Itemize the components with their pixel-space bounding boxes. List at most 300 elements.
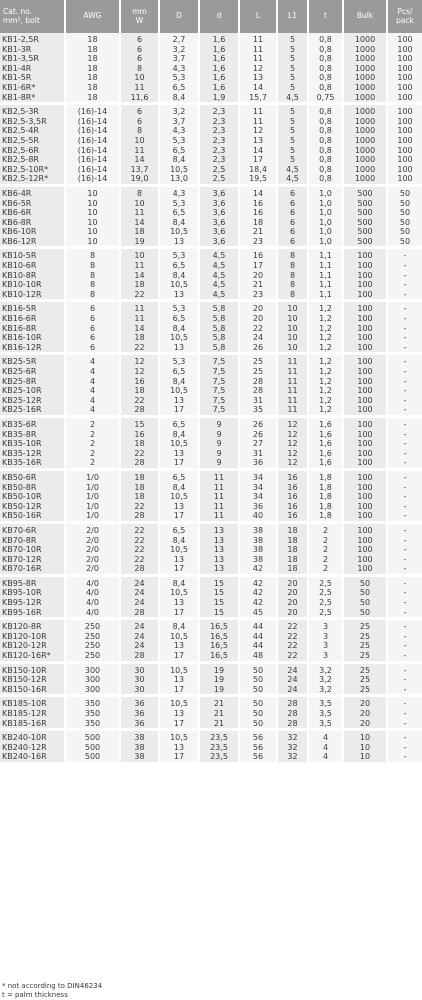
- value-cell: 6: [278, 208, 309, 218]
- value-cell: 16,5: [200, 620, 240, 632]
- value-cell: 10: [121, 199, 160, 209]
- value-cell: 100: [344, 290, 388, 300]
- value-cell: -: [388, 290, 422, 300]
- value-cell: 1,1: [309, 249, 344, 261]
- cat-no-cell: KB95-16R: [0, 608, 66, 618]
- value-cell: 18: [278, 564, 309, 574]
- value-cell: 20: [240, 314, 278, 324]
- value-cell: 16,5: [200, 651, 240, 661]
- value-cell: 14: [121, 271, 160, 281]
- value-cell: 42: [240, 598, 278, 608]
- table-row: [0, 136, 422, 146]
- value-cell: 50: [388, 208, 422, 218]
- value-cell: 19,0: [121, 174, 160, 184]
- table-row: [0, 199, 422, 209]
- value-cell: 25: [344, 664, 388, 676]
- value-cell: 20: [344, 709, 388, 719]
- value-cell: 100: [388, 54, 422, 64]
- cat-no-cell: KB16-12R: [0, 343, 66, 353]
- value-cell: 300: [66, 675, 121, 685]
- value-cell: 100: [344, 502, 388, 512]
- value-cell: 20: [240, 271, 278, 281]
- cat-no-cell: KB1-3R: [0, 45, 66, 55]
- value-cell: 100: [344, 343, 388, 353]
- value-cell: 22: [121, 343, 160, 353]
- value-cell: 100: [344, 367, 388, 377]
- value-cell: 5: [278, 73, 309, 83]
- table-row: [0, 386, 422, 396]
- value-cell: 17: [240, 261, 278, 271]
- value-cell: 1,2: [309, 367, 344, 377]
- table-row: [0, 333, 422, 343]
- value-cell: 1000: [344, 165, 388, 175]
- value-cell: -: [388, 555, 422, 565]
- header-bulk: Bulk: [344, 0, 388, 33]
- value-cell: 5,8: [200, 343, 240, 353]
- value-cell: 3,7: [160, 54, 200, 64]
- value-cell: 6: [66, 302, 121, 314]
- value-cell: 3,6: [200, 187, 240, 199]
- cat-no-cell: KB185-10R: [0, 697, 66, 709]
- cat-no-cell: KB120-16R*: [0, 651, 66, 661]
- cat-no-cell: KB1-4R: [0, 64, 66, 74]
- value-cell: 1000: [344, 136, 388, 146]
- cat-no-cell: KB2,5-8R: [0, 155, 66, 165]
- value-cell: 1,0: [309, 199, 344, 209]
- value-cell: 8: [66, 261, 121, 271]
- value-cell: 10,5: [160, 492, 200, 502]
- value-cell: -: [388, 598, 422, 608]
- cat-no-cell: KB185-12R: [0, 709, 66, 719]
- value-cell: 10: [121, 136, 160, 146]
- cat-no-cell: KB35-10R: [0, 439, 66, 449]
- value-cell: 18: [121, 386, 160, 396]
- value-cell: 28: [121, 651, 160, 661]
- value-cell: 1,1: [309, 271, 344, 281]
- value-cell: 11: [278, 405, 309, 415]
- cat-no-cell: KB2,5-4R: [0, 126, 66, 136]
- value-cell: 13: [240, 73, 278, 83]
- value-cell: 24: [121, 598, 160, 608]
- table-row: [0, 314, 422, 324]
- value-cell: -: [388, 396, 422, 406]
- value-cell: 500: [344, 199, 388, 209]
- value-cell: 18: [121, 333, 160, 343]
- value-cell: (16)-14: [66, 146, 121, 156]
- value-cell: (16)-14: [66, 117, 121, 127]
- value-cell: 22: [121, 536, 160, 546]
- table-row: [0, 598, 422, 608]
- value-cell: 2: [66, 430, 121, 440]
- value-cell: 11: [121, 261, 160, 271]
- value-cell: 6,5: [160, 471, 200, 483]
- header-pcs-pack: Pcs/ pack: [388, 0, 422, 33]
- value-cell: 100: [388, 146, 422, 156]
- value-cell: 22: [278, 651, 309, 661]
- value-cell: 1,2: [309, 377, 344, 387]
- table-row: [0, 675, 422, 685]
- value-cell: 2,5: [200, 165, 240, 175]
- value-cell: 22: [278, 620, 309, 632]
- value-cell: 500: [66, 752, 121, 762]
- value-cell: 25: [344, 641, 388, 651]
- value-cell: 13: [160, 396, 200, 406]
- value-cell: 11: [278, 367, 309, 377]
- table-row: [0, 492, 422, 502]
- value-cell: 3: [309, 632, 344, 642]
- cat-no-cell: KB50-16R: [0, 511, 66, 521]
- value-cell: 100: [344, 430, 388, 440]
- value-cell: 11: [278, 396, 309, 406]
- value-cell: 4: [66, 355, 121, 367]
- value-cell: 5: [278, 54, 309, 64]
- value-cell: 8,4: [160, 430, 200, 440]
- cat-no-cell: KB50-12R: [0, 502, 66, 512]
- table-row: [0, 502, 422, 512]
- value-cell: 10,5: [160, 439, 200, 449]
- value-cell: 18: [278, 555, 309, 565]
- value-cell: 3,2: [160, 105, 200, 117]
- value-cell: 12: [121, 355, 160, 367]
- footnote-din: * not according to DIN46234: [2, 982, 103, 990]
- value-cell: 2,5: [309, 608, 344, 618]
- value-cell: 5,3: [160, 302, 200, 314]
- table-row: [0, 54, 422, 64]
- value-cell: 3,5: [309, 697, 344, 709]
- value-cell: 0,8: [309, 136, 344, 146]
- value-cell: 24: [240, 333, 278, 343]
- value-cell: 100: [344, 439, 388, 449]
- value-cell: 10,5: [160, 632, 200, 642]
- value-cell: 0,8: [309, 165, 344, 175]
- value-cell: 1,8: [309, 483, 344, 493]
- value-cell: 56: [240, 752, 278, 762]
- value-cell: 27: [240, 439, 278, 449]
- value-cell: -: [388, 719, 422, 729]
- value-cell: 25: [240, 355, 278, 367]
- value-cell: 10: [66, 187, 121, 199]
- value-cell: 18: [66, 93, 121, 103]
- value-cell: 11: [121, 314, 160, 324]
- value-cell: 7,5: [200, 355, 240, 367]
- value-cell: 5: [278, 146, 309, 156]
- value-cell: 1/0: [66, 511, 121, 521]
- value-cell: 250: [66, 632, 121, 642]
- value-cell: 1,2: [309, 355, 344, 367]
- value-cell: 20: [240, 302, 278, 314]
- value-cell: 100: [388, 93, 422, 103]
- value-cell: -: [388, 418, 422, 430]
- value-cell: 6: [121, 45, 160, 55]
- table-row: [0, 396, 422, 406]
- value-cell: 6: [278, 187, 309, 199]
- header-length: L: [240, 0, 278, 33]
- value-cell: 10: [344, 743, 388, 753]
- value-cell: 16: [240, 249, 278, 261]
- value-cell: -: [388, 343, 422, 353]
- value-cell: 100: [344, 333, 388, 343]
- value-cell: 2/0: [66, 545, 121, 555]
- table-row: [0, 64, 422, 74]
- value-cell: 1/0: [66, 483, 121, 493]
- value-cell: 2: [66, 439, 121, 449]
- value-cell: 18: [66, 83, 121, 93]
- value-cell: 38: [240, 536, 278, 546]
- header-cat-no: Cat. no. mm², bolt: [0, 0, 66, 33]
- cat-no-cell: KB10-6R: [0, 261, 66, 271]
- value-cell: 1,6: [200, 45, 240, 55]
- value-cell: 2: [66, 418, 121, 430]
- value-cell: 2/0: [66, 564, 121, 574]
- value-cell: 250: [66, 641, 121, 651]
- value-cell: 13: [160, 237, 200, 247]
- value-cell: 12: [278, 430, 309, 440]
- value-cell: -: [388, 588, 422, 598]
- value-cell: 26: [240, 430, 278, 440]
- table-header-row: [0, 0, 422, 33]
- value-cell: 14: [121, 155, 160, 165]
- table-row: [0, 588, 422, 598]
- cat-no-cell: KB50-6R: [0, 471, 66, 483]
- value-cell: 10: [278, 302, 309, 314]
- value-cell: 4/0: [66, 588, 121, 598]
- value-cell: 13: [160, 743, 200, 753]
- value-cell: 350: [66, 697, 121, 709]
- value-cell: (16)-14: [66, 165, 121, 175]
- table-row: [0, 93, 422, 103]
- value-cell: 10: [278, 314, 309, 324]
- value-cell: 1000: [344, 54, 388, 64]
- value-cell: 10: [66, 208, 121, 218]
- table-row: [0, 83, 422, 93]
- value-cell: 9: [200, 449, 240, 459]
- cat-no-cell: KB35-8R: [0, 430, 66, 440]
- cat-no-cell: KB185-16R: [0, 719, 66, 729]
- value-cell: 34: [240, 471, 278, 483]
- value-cell: 2,3: [200, 146, 240, 156]
- value-cell: 3: [309, 620, 344, 632]
- value-cell: 17: [160, 752, 200, 762]
- value-cell: 8: [66, 290, 121, 300]
- value-cell: 6: [66, 314, 121, 324]
- cat-no-cell: KB10-5R: [0, 249, 66, 261]
- value-cell: 16,5: [200, 632, 240, 642]
- value-cell: 1,6: [200, 73, 240, 83]
- value-cell: 23,5: [200, 752, 240, 762]
- value-cell: 100: [344, 418, 388, 430]
- cat-no-cell: KB95-10R: [0, 588, 66, 598]
- value-cell: 10,5: [160, 697, 200, 709]
- table-row: [0, 73, 422, 83]
- value-cell: 4,3: [160, 64, 200, 74]
- value-cell: 10,5: [160, 227, 200, 237]
- value-cell: -: [388, 752, 422, 762]
- value-cell: 16: [278, 483, 309, 493]
- value-cell: 12: [240, 126, 278, 136]
- cat-no-cell: KB16-6R: [0, 314, 66, 324]
- value-cell: -: [388, 697, 422, 709]
- value-cell: 11: [240, 54, 278, 64]
- cat-no-cell: KB120-12R: [0, 641, 66, 651]
- value-cell: 0,8: [309, 146, 344, 156]
- value-cell: 50: [388, 237, 422, 247]
- value-cell: 100: [344, 302, 388, 314]
- value-cell: 0,8: [309, 54, 344, 64]
- value-cell: 20: [278, 608, 309, 618]
- value-cell: -: [388, 355, 422, 367]
- value-cell: 44: [240, 620, 278, 632]
- footnotes: [2, 982, 102, 999]
- table-row: [0, 343, 422, 353]
- value-cell: 1,6: [200, 33, 240, 45]
- cat-no-cell: KB2,5-3,5R: [0, 117, 66, 127]
- value-cell: 100: [388, 83, 422, 93]
- value-cell: 17: [160, 458, 200, 468]
- value-cell: 5,3: [160, 73, 200, 83]
- table-row: [0, 261, 422, 271]
- value-cell: 16: [121, 430, 160, 440]
- value-cell: 13: [200, 545, 240, 555]
- value-cell: 21: [200, 709, 240, 719]
- value-cell: -: [388, 458, 422, 468]
- value-cell: 21: [200, 697, 240, 709]
- table-row: [0, 439, 422, 449]
- value-cell: 36: [121, 709, 160, 719]
- value-cell: -: [388, 651, 422, 661]
- value-cell: 350: [66, 719, 121, 729]
- value-cell: 8: [278, 261, 309, 271]
- value-cell: 1/0: [66, 492, 121, 502]
- value-cell: 1000: [344, 64, 388, 74]
- value-cell: 15: [200, 608, 240, 618]
- value-cell: 100: [388, 165, 422, 175]
- value-cell: 100: [344, 355, 388, 367]
- value-cell: 8: [66, 271, 121, 281]
- value-cell: 100: [388, 33, 422, 45]
- value-cell: 3,2: [309, 675, 344, 685]
- value-cell: 6,5: [160, 208, 200, 218]
- value-cell: -: [388, 536, 422, 546]
- value-cell: 100: [344, 458, 388, 468]
- value-cell: 36: [240, 458, 278, 468]
- value-cell: 500: [344, 187, 388, 199]
- value-cell: 21: [240, 227, 278, 237]
- value-cell: 1000: [344, 45, 388, 55]
- value-cell: 18: [121, 280, 160, 290]
- value-cell: 22: [121, 524, 160, 536]
- value-cell: 50: [388, 227, 422, 237]
- value-cell: 2,3: [200, 117, 240, 127]
- cat-no-cell: KB2,5-6R: [0, 146, 66, 156]
- value-cell: 9: [200, 418, 240, 430]
- value-cell: 6,5: [160, 524, 200, 536]
- cat-no-cell: KB35-6R: [0, 418, 66, 430]
- value-cell: -: [388, 471, 422, 483]
- value-cell: 100: [344, 511, 388, 521]
- value-cell: 6: [278, 199, 309, 209]
- value-cell: (16)-14: [66, 126, 121, 136]
- value-cell: 50: [388, 218, 422, 228]
- value-cell: 3,7: [160, 117, 200, 127]
- value-cell: 24: [121, 641, 160, 651]
- value-cell: 1,0: [309, 227, 344, 237]
- value-cell: 1/0: [66, 502, 121, 512]
- value-cell: 25: [344, 632, 388, 642]
- value-cell: 9: [200, 430, 240, 440]
- value-cell: 13: [160, 675, 200, 685]
- value-cell: 1,6: [309, 449, 344, 459]
- value-cell: 18: [121, 483, 160, 493]
- value-cell: 7,5: [200, 396, 240, 406]
- value-cell: 25: [344, 675, 388, 685]
- value-cell: 8: [66, 280, 121, 290]
- value-cell: 50: [240, 709, 278, 719]
- value-cell: 1,8: [309, 471, 344, 483]
- value-cell: 100: [344, 536, 388, 546]
- value-cell: 100: [344, 405, 388, 415]
- value-cell: 100: [388, 117, 422, 127]
- value-cell: 10,5: [160, 165, 200, 175]
- value-cell: 25: [344, 685, 388, 695]
- value-cell: 19: [200, 685, 240, 695]
- value-cell: 22: [121, 396, 160, 406]
- value-cell: 6: [121, 117, 160, 127]
- value-cell: 11: [278, 386, 309, 396]
- value-cell: 13: [160, 641, 200, 651]
- value-cell: 28: [240, 386, 278, 396]
- value-cell: 5: [278, 117, 309, 127]
- value-cell: -: [388, 608, 422, 618]
- value-cell: -: [388, 449, 422, 459]
- cat-no-cell: KB70-8R: [0, 536, 66, 546]
- cat-no-cell: KB25-8R: [0, 377, 66, 387]
- cat-no-cell: KB25-5R: [0, 355, 66, 367]
- value-cell: 100: [344, 396, 388, 406]
- value-cell: 42: [240, 577, 278, 589]
- value-cell: 25: [344, 620, 388, 632]
- value-cell: 2,3: [200, 155, 240, 165]
- value-cell: 2/0: [66, 524, 121, 536]
- table-row: [0, 377, 422, 387]
- value-cell: 14: [240, 187, 278, 199]
- value-cell: 1,1: [309, 290, 344, 300]
- value-cell: 1000: [344, 93, 388, 103]
- value-cell: 4,5: [200, 261, 240, 271]
- value-cell: 18: [121, 439, 160, 449]
- value-cell: 5,8: [200, 302, 240, 314]
- value-cell: -: [388, 641, 422, 651]
- table-row: [0, 280, 422, 290]
- value-cell: -: [388, 545, 422, 555]
- value-cell: 8: [121, 126, 160, 136]
- value-cell: 1,2: [309, 405, 344, 415]
- value-cell: 6: [121, 54, 160, 64]
- value-cell: 100: [344, 314, 388, 324]
- value-cell: 1,1: [309, 261, 344, 271]
- value-cell: -: [388, 261, 422, 271]
- value-cell: 40: [240, 511, 278, 521]
- value-cell: -: [388, 731, 422, 743]
- value-cell: 14: [240, 146, 278, 156]
- value-cell: 19: [200, 664, 240, 676]
- value-cell: 100: [344, 471, 388, 483]
- value-cell: 7,5: [200, 377, 240, 387]
- value-cell: 1/0: [66, 471, 121, 483]
- value-cell: 28: [240, 377, 278, 387]
- cat-no-cell: KB1-8R*: [0, 93, 66, 103]
- value-cell: 0,75: [309, 93, 344, 103]
- value-cell: 5,3: [160, 136, 200, 146]
